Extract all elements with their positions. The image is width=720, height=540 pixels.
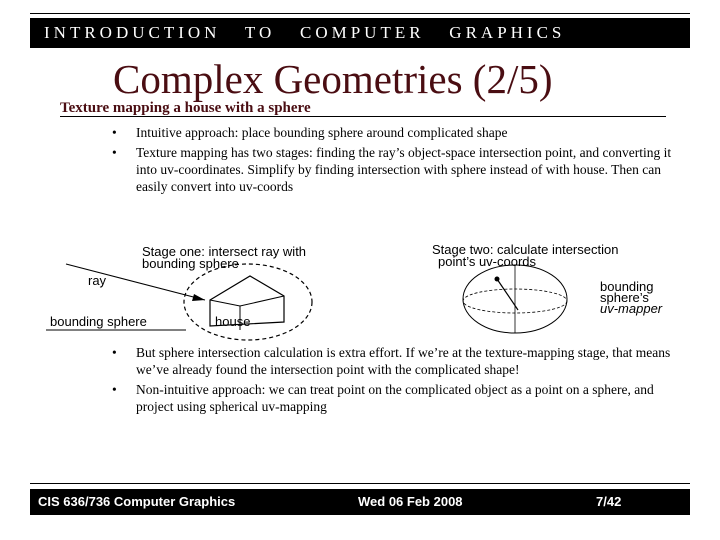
bullet-dot-icon: • <box>112 345 117 360</box>
bullet-text: Texture mapping has two stages: finding the ray’s object-space intersection point, and converting it into uv-coordinates. Simplify by finding intersection with sphere instead of with house. Then can easily convert into uv-coords <box>136 145 672 194</box>
bullet-item <box>112 124 672 141</box>
ray-arrowhead-icon <box>192 294 205 301</box>
bullet-dot-icon: • <box>112 125 117 140</box>
bullet-dot-icon: • <box>112 145 117 160</box>
page-number: 7/42 <box>596 494 622 509</box>
stage-one-line2: bounding sphere <box>142 256 239 271</box>
house-roof-edge <box>210 296 284 306</box>
bounding-sphere-label: bounding sphere <box>50 314 147 329</box>
bullet-text: Intuitive approach: place bounding sphere around complicated shape <box>136 125 508 140</box>
slide-title: Complex Geometries (2/5) <box>113 56 553 102</box>
footer-date: Wed 06 Feb 2008 <box>358 494 463 509</box>
bullet-item <box>112 144 672 195</box>
ray-label: ray <box>88 273 107 288</box>
mapper-label-line2: sphere’s <box>600 290 649 305</box>
house-label: house <box>215 314 251 329</box>
bullet-item <box>112 381 672 415</box>
intersection-point-icon <box>495 277 500 282</box>
mapper-label-line3: uv-mapper <box>600 301 663 316</box>
bullet-item <box>112 344 672 378</box>
title-divider <box>60 116 666 117</box>
stage-one-line1: Stage one: intersect ray with <box>142 244 307 259</box>
slide-subtitle: Texture mapping a house with a sphere <box>60 100 311 116</box>
bullet-text: But sphere intersection calculation is extra effort. If we’re at the texture-mapping stage, that means we’ve already found the intersection point with the complicated shape! <box>136 345 671 377</box>
stage-two-line2: point’s uv-coords <box>438 254 537 269</box>
bottom-bullet-list <box>112 344 672 418</box>
course-banner: INTRODUCTION TO COMPUTER GRAPHICS <box>30 18 690 48</box>
stage-two-line1: Stage two: calculate intersection <box>432 242 619 257</box>
footer-top-rule <box>30 483 690 484</box>
bullet-dot-icon: • <box>112 382 117 397</box>
header-top-rule <box>30 13 690 14</box>
footer-course: CIS 636/736 Computer Graphics <box>38 494 236 509</box>
texture-mapping-figure <box>0 232 720 342</box>
bullet-text: Non-intuitive approach: we can treat point on the complicated object as a point on a sphere, and project using spherical uv-mapping <box>136 382 654 414</box>
slide-footer <box>30 489 690 515</box>
mapper-label-line1: bounding <box>600 279 654 294</box>
top-bullet-list <box>112 124 672 198</box>
